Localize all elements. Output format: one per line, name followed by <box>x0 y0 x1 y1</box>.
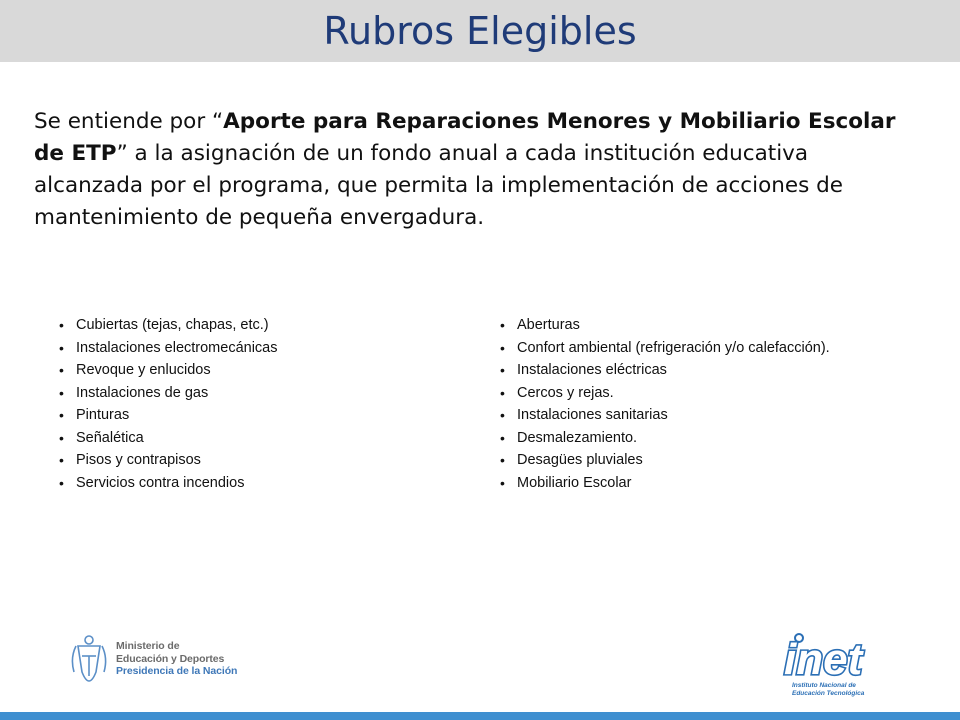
list-item: • Instalaciones de gas <box>59 382 278 405</box>
inet-caption-1: Instituto Nacional de <box>792 682 856 689</box>
list-item: • Aberturas <box>500 314 830 337</box>
list-item: • Cercos y rejas. <box>500 382 830 405</box>
inet-caption-2: Educación Tecnológica <box>792 690 865 697</box>
eligible-items-left <box>59 314 278 494</box>
list-item: • Pinturas <box>59 404 278 427</box>
ministry-line-1: Ministerio de <box>116 640 180 652</box>
inet-wordmark: inet <box>784 635 863 684</box>
list-item: • Servicios contra incendios <box>59 472 278 495</box>
list-item: • Señalética <box>59 427 278 450</box>
eligible-items-right <box>500 314 830 494</box>
ministry-line-3: Presidencia de la Nación <box>116 665 238 677</box>
inet-logo <box>770 628 900 700</box>
list-item: • Instalaciones eléctricas <box>500 359 830 382</box>
ministry-line-2: Educación y Deportes <box>116 652 225 665</box>
intro-bold: Aporte para Reparaciones Menores y Mobiliario Escolar de ETP <box>34 109 896 166</box>
slide-title: Rubros Elegibles <box>323 9 637 53</box>
list-item: • Instalaciones electromecánicas <box>59 337 278 360</box>
list-item: • Cubiertas (tejas, chapas, etc.) <box>59 314 278 337</box>
list-item: • Desagües pluviales <box>500 449 830 472</box>
bottom-accent-bar <box>0 712 960 720</box>
intro-trail: ” a la asignación de un fondo anual a cada institución educativa alcanzada por el programa, que permita la implementación de acciones de mantenimiento de pequeña envergadura. <box>34 141 844 230</box>
ministry-text <box>116 640 237 678</box>
list-item: • Pisos y contrapisos <box>59 449 278 472</box>
list-item: • Desmalezamiento. <box>500 427 830 450</box>
list-item: • Revoque y enlucidos <box>59 359 278 382</box>
list-item: • Instalaciones sanitarias <box>500 404 830 427</box>
list-item: • Mobiliario Escolar <box>500 472 830 495</box>
list-item: • Confort ambiental (refrigeración y/o calefacción). <box>500 337 830 360</box>
intro-lead: Se entiende por “ <box>34 109 224 134</box>
coat-of-arms-icon <box>72 636 105 681</box>
intro-paragraph <box>34 106 914 234</box>
